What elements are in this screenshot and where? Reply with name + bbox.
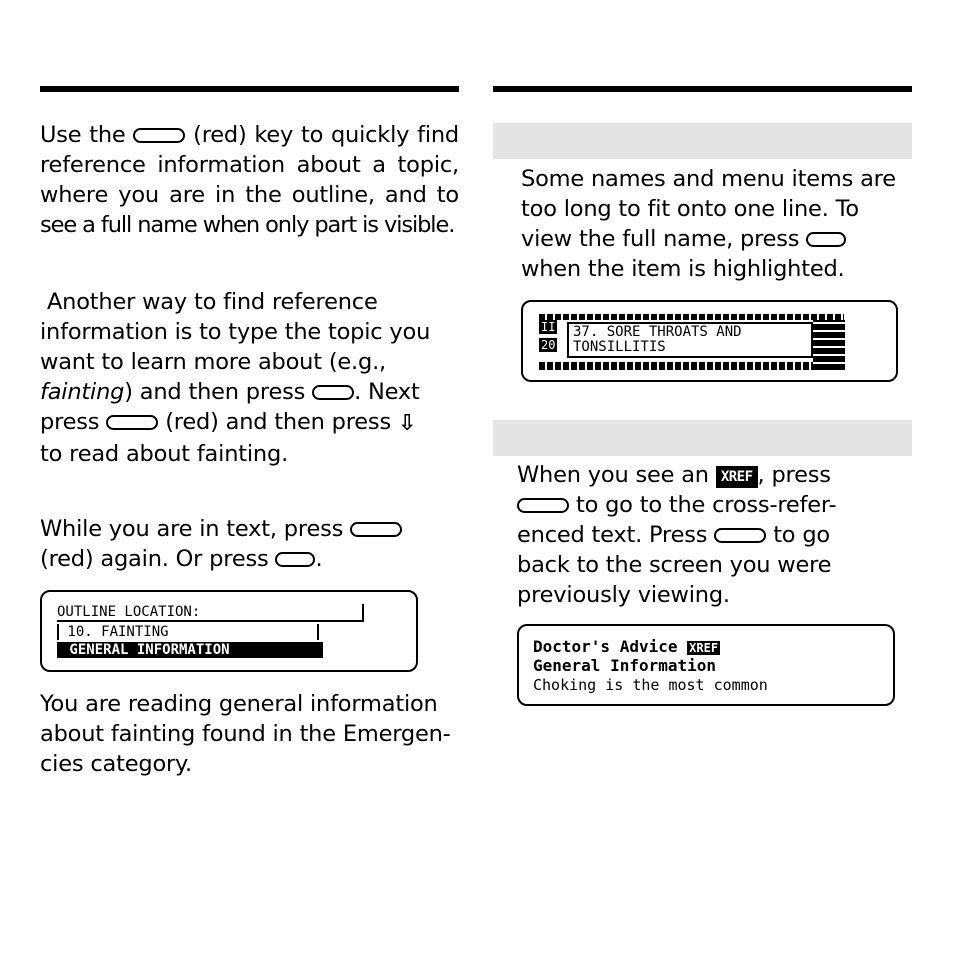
right-para-1-line-4: when the item is highlighted. (521, 256, 845, 282)
screen-side-label-1: II (541, 320, 556, 334)
left-para-3-line-2: (red) again. Or press . (40, 546, 323, 572)
left-para-3-line-1: While you are in text, press (40, 514, 459, 544)
screen-row-2: General Information (533, 656, 717, 675)
right-para-1-line-2: too long to fit onto one line. To (521, 196, 859, 222)
down-arrow-icon: ⇩ (397, 411, 417, 436)
right-para-2-line-3: enced text. Press to go (517, 522, 830, 548)
key-oval-icon (714, 528, 766, 543)
left-para-4-line-3: cies category. (40, 751, 192, 777)
popup-row-1: 37. SORE THROATS AND (573, 324, 742, 340)
key-oval-icon (275, 552, 315, 567)
outline-location-screen (40, 590, 418, 672)
doctors-advice-screen (517, 624, 895, 706)
key-oval-icon (312, 385, 354, 400)
screen-side-label-2: 20 (541, 338, 556, 352)
left-para-2-line-5: press (red) and then press ⇩ (40, 407, 459, 439)
screen-row-1: OUTLINE LOCATION: (57, 604, 364, 622)
left-para-1-line-1: Use the (red) key to quickly find (40, 122, 460, 148)
right-para-1-line-1: Some names and menu items are (521, 166, 896, 192)
screen-pattern-bottom (539, 362, 844, 370)
key-oval-icon (350, 522, 402, 537)
right-para-1 (521, 164, 906, 284)
right-para-1-line-3: view the full name, press (521, 224, 906, 254)
section-band-2 (493, 420, 912, 456)
screen-pattern-top (539, 314, 844, 320)
screen-xref-badge: XREF (689, 641, 719, 655)
left-para-4 (40, 689, 459, 779)
left-para-1-line-2: reference information about a topic, (40, 152, 459, 178)
left-para-1 (40, 120, 459, 240)
key-oval-icon (806, 232, 846, 247)
screen-row-1: Doctor's Advice XREF (533, 637, 719, 656)
left-para-4-line-1: You are reading general information (40, 691, 438, 717)
left-para-2-line-3: want to learn more about (e.g., (40, 349, 386, 375)
key-oval-icon (106, 415, 158, 430)
right-para-2-line-2: to go to the cross-refer- (517, 490, 907, 520)
screen-row-3-highlighted: GENERAL INFORMATION (57, 642, 323, 658)
right-top-rule (493, 86, 912, 92)
left-para-4-line-2: about fainting found in the Emergen- (40, 721, 451, 747)
left-para-2 (40, 287, 459, 469)
right-para-2 (517, 460, 907, 610)
left-para-2-line-6: to read about fainting. (40, 441, 289, 467)
key-oval-icon (517, 498, 569, 513)
popup-row-2: TONSILLITIS (573, 339, 666, 355)
right-para-2-line-1: When you see an XREF , press (517, 462, 831, 488)
right-para-2-line-5: previously viewing. (517, 582, 730, 608)
section-band-1 (493, 123, 912, 159)
screen-pattern-right (813, 320, 845, 370)
left-para-2-line-1: Another way to find reference (40, 289, 378, 315)
screen-row-2: 10. FAINTING (57, 624, 319, 640)
left-top-rule (40, 86, 459, 92)
xref-badge: XREF (716, 466, 758, 488)
left-para-2-line-2: information is to type the topic you (40, 319, 431, 345)
left-para-2-line-4: fainting) and then press . Next (40, 379, 420, 405)
key-oval-icon (133, 128, 185, 143)
left-para-1-line-3: where you are in the outline, and to (40, 182, 459, 208)
right-para-2-line-4: back to the screen you were (517, 552, 832, 578)
left-para-1-line-4: see a full name when only part is visible. (40, 212, 455, 238)
full-name-screen (521, 300, 898, 382)
screen-row-3: Choking is the most common (533, 676, 768, 694)
left-para-3 (40, 514, 459, 574)
